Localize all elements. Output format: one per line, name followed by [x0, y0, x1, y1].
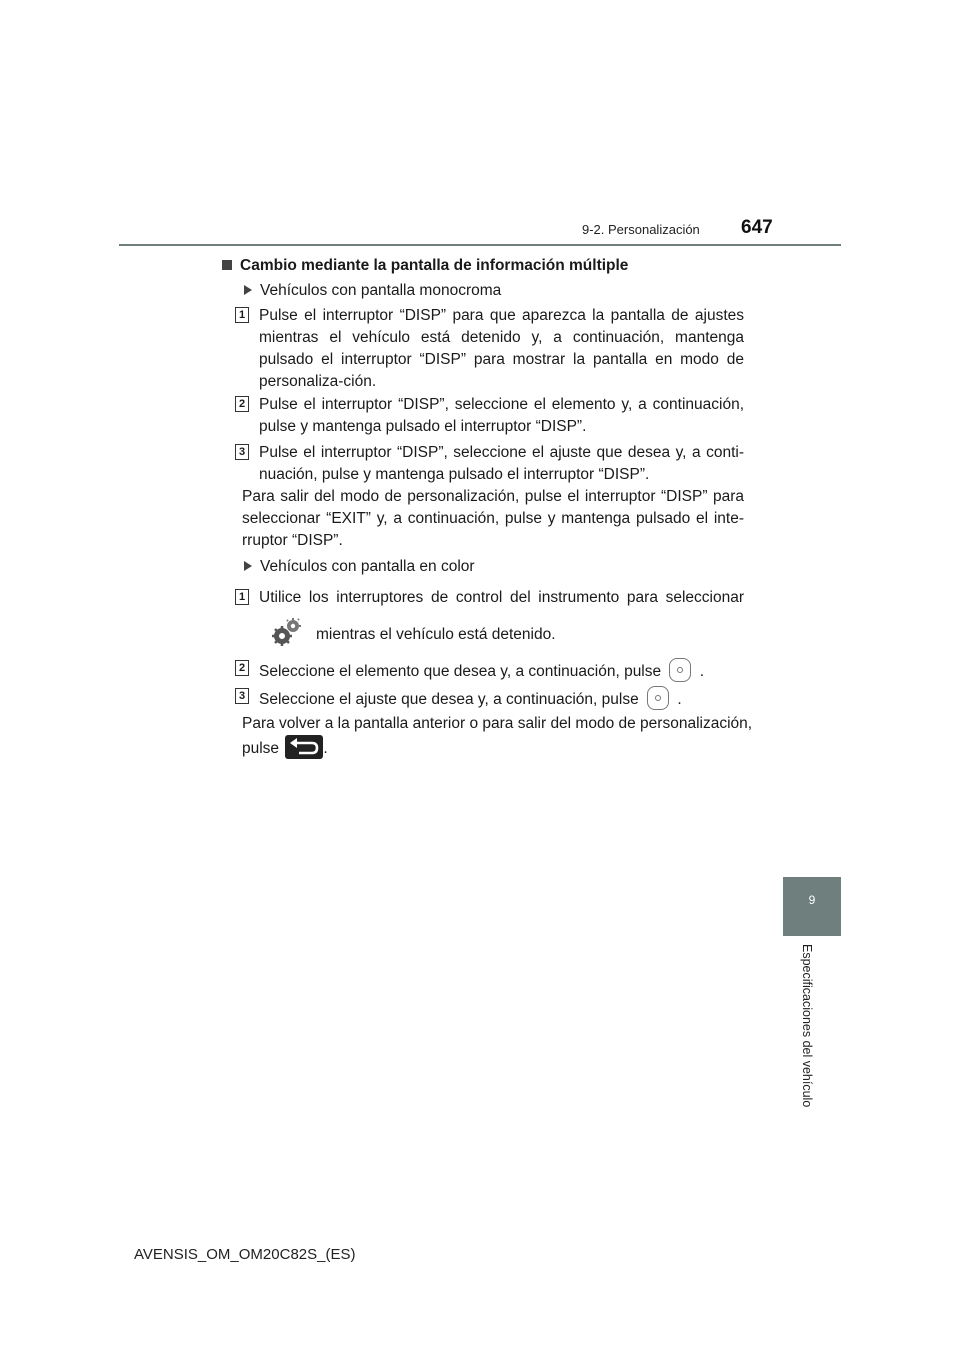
monochrome-title: Vehículos con pantalla monocroma [260, 282, 502, 299]
color-title: Vehículos con pantalla en color [260, 558, 475, 575]
triangle-bullet-icon [244, 561, 252, 571]
color-back-line1: Para volver a la pantalla anterior o para salir del modo de personalización, [242, 715, 753, 732]
color-step-3 [259, 686, 682, 711]
mono-exit-text: Para salir del modo de personalización, pulse el interruptor “DISP” para seleccionar “EXIT” y, a continuación, pulse y mantenga pulsado el inte-rruptor “DISP”. [242, 488, 744, 549]
color-step-2-end: . [699, 663, 705, 680]
triangle-bullet-icon [244, 285, 252, 295]
step-number-box: 1 [235, 307, 249, 323]
ok-button-icon [647, 686, 669, 710]
mono-step-2-text: Pulse el interruptor “DISP”, seleccione el elemento y, a continuación, pulse y mantenga pulsado el interruptor “DISP”. [259, 396, 744, 435]
section-title: 9-2. Personalización [582, 222, 700, 237]
subsection-heading [222, 255, 628, 277]
document-code: AVENSIS_OM_OM20C82S_(ES) [134, 1246, 356, 1263]
chapter-number: 9 [808, 893, 816, 907]
color-step-2 [259, 658, 704, 683]
gears-icon [269, 617, 303, 647]
color-back-line2 [242, 735, 328, 760]
ok-button-icon [669, 658, 691, 682]
back-arrow-icon [285, 735, 323, 759]
monochrome-subheading [244, 280, 501, 302]
step-number-box: 2 [235, 660, 249, 676]
step-number-box: 3 [235, 688, 249, 704]
color-subheading [244, 556, 475, 578]
heading-text: Cambio mediante la pantalla de información múltiple [240, 257, 629, 274]
back-text: pulse [242, 740, 280, 757]
header-divider [119, 244, 841, 246]
step-number-box: 2 [235, 396, 249, 412]
color-step-2-text: Seleccione el elemento que desea y, a continuación, pulse [259, 663, 662, 680]
color-step-1-line1: Utilice los interruptores de control del instrumento para seleccionar [259, 589, 744, 606]
color-step-3-text: Seleccione el ajuste que desea y, a continuación, pulse [259, 691, 639, 708]
step-number-box: 1 [235, 589, 249, 605]
mono-step-1-text: Pulse el interruptor “DISP” para que aparezca la pantalla de ajustes mientras el vehículo está detenido y, a continuación, mantenga pulsado el interruptor “DISP” para mostrar la pantalla en modo de personaliza-ción. [259, 307, 744, 390]
color-step-3-end: . [677, 691, 682, 708]
page-number: 647 [741, 217, 773, 238]
mono-step-3-text: Pulse el interruptor “DISP”, seleccione el ajuste que desea y, a conti-nuación, pulse y mantenga pulsado el interruptor “DISP”. [259, 444, 744, 483]
square-bullet-icon [222, 260, 232, 270]
step-number-box: 3 [235, 444, 249, 460]
color-step-1-line2: mientras el vehículo está detenido. [316, 626, 556, 643]
back-end: . [323, 740, 328, 757]
